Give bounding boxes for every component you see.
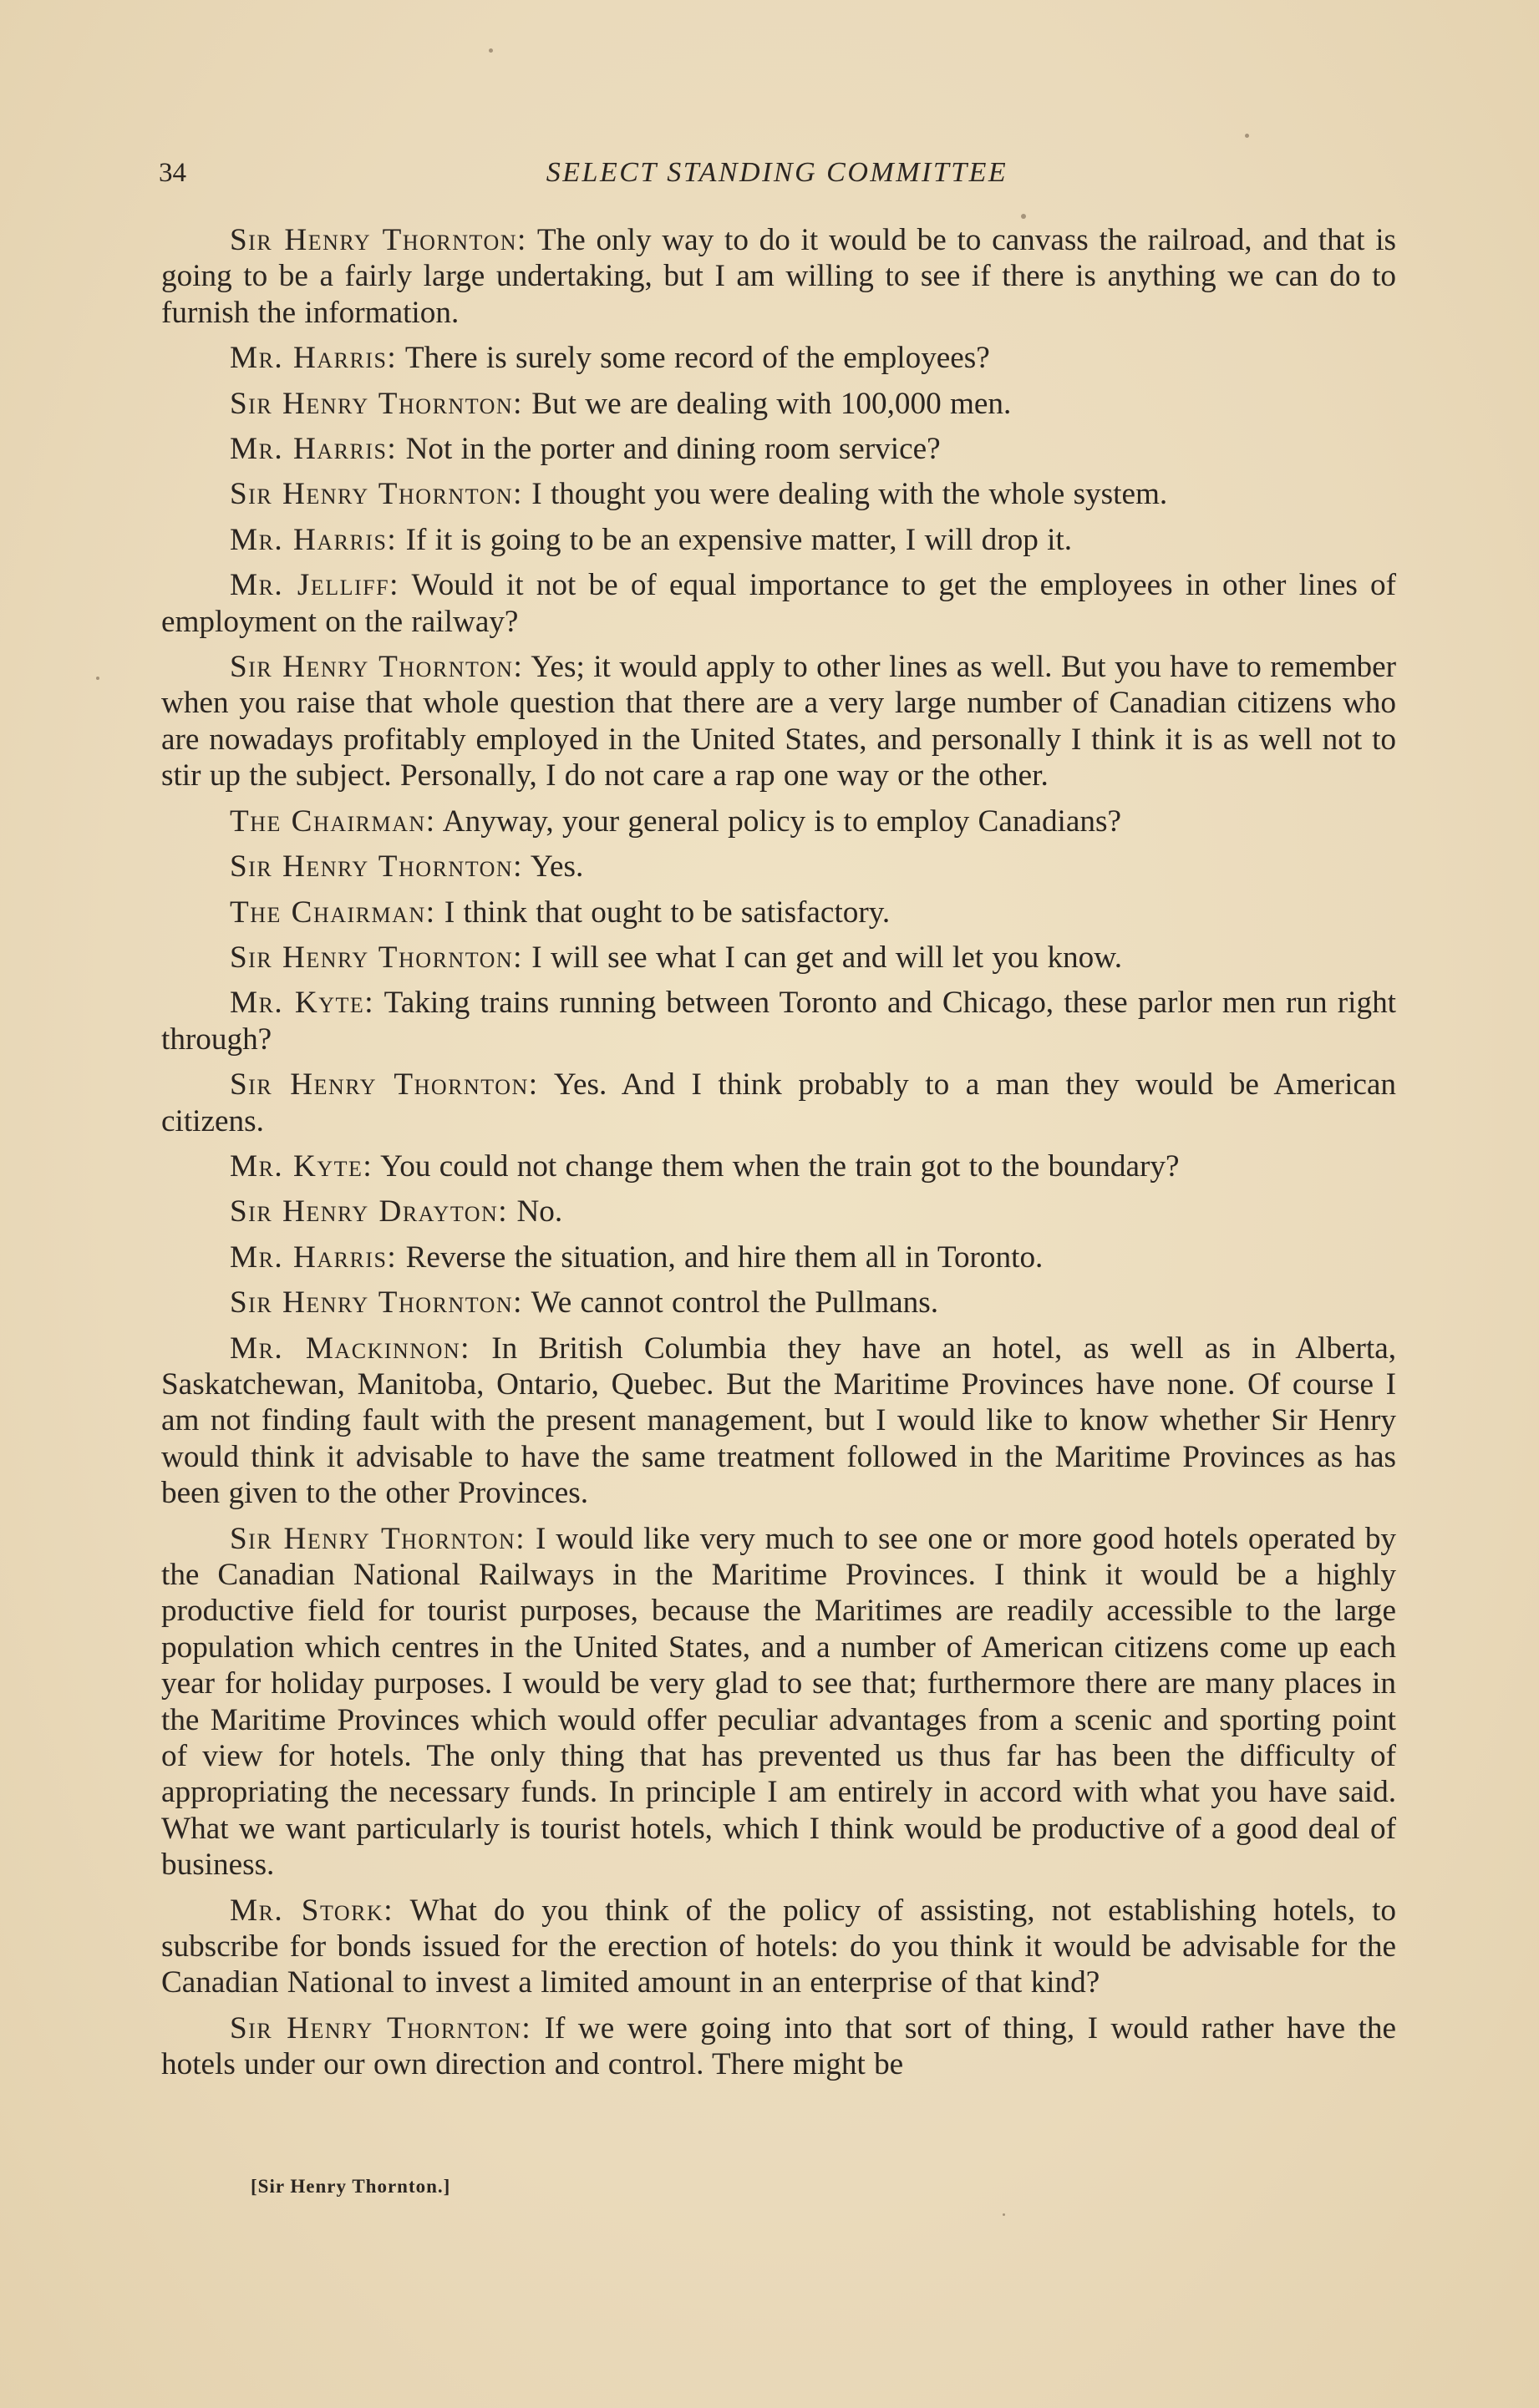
transcript-paragraph (161, 386, 1396, 422)
speech-text: Not in the porter and dining room service? (405, 432, 941, 467)
speech-text: But we are dealing with 100,000 men. (531, 386, 1012, 421)
transcript-paragraph (161, 985, 1396, 1057)
speech-text: The only way to do it would be to canvass the railroad, and that is going to be a fairly large undertaking, but I am willing to see if there is anything we can do to furnish the information. (161, 223, 1397, 330)
transcript-paragraph (161, 2010, 1396, 2083)
transcript-paragraph (161, 222, 1396, 331)
transcript-paragraph (161, 567, 1396, 640)
speaker-name: The Chairman: (230, 804, 436, 839)
speaker-name: Sir Henry Thornton: (230, 2010, 532, 2046)
speaker-name: Sir Henry Thornton: (230, 849, 523, 885)
transcript-paragraph (161, 1239, 1396, 1275)
transcript-paragraph (161, 849, 1396, 885)
transcript-paragraph (161, 1521, 1396, 1883)
speech-text: I think that ought to be satisfactory. (444, 895, 891, 930)
speaker-name: Sir Henry Thornton: (230, 386, 523, 421)
transcript-paragraph (161, 1285, 1396, 1321)
footer-speaker-note: [Sir Henry Thornton.] (251, 2176, 451, 2197)
speaker-name: Mr. Jelliff: (230, 568, 399, 603)
running-title: SELECT STANDING COMMITTEE (546, 157, 1008, 188)
speech-text: There is surely some record of the employees? (404, 341, 990, 376)
transcript-paragraph (161, 1194, 1396, 1229)
transcript-body (161, 222, 1396, 2092)
paper-fleck (1245, 134, 1249, 138)
speaker-name: Sir Henry Thornton: (230, 940, 523, 975)
speaker-name: Mr. Harris: (230, 341, 398, 376)
speech-text: Yes. (530, 849, 584, 885)
transcript-paragraph (161, 431, 1396, 467)
speaker-name: Mr. Harris: (230, 1239, 398, 1275)
page-number: 34 (159, 158, 186, 188)
speaker-name: Mr. Mackinnon: (230, 1331, 470, 1366)
speech-text: If it is going to be an expensive matter, I will drop it. (405, 522, 1073, 557)
speech-text: No. (516, 1194, 563, 1229)
speaker-name: Mr. Kyte: (230, 1148, 373, 1184)
speech-text: You could not change them when the train got to the boundary? (380, 1148, 1180, 1184)
speech-text: Anyway, your general policy is to employ Canadians? (442, 804, 1121, 839)
transcript-paragraph (161, 340, 1396, 376)
page-header (159, 152, 1395, 202)
speech-text: If we were going into that sort of thing, I would rather have the hotels under our own direction and control. There might be (161, 2010, 1397, 2082)
paper-fleck (1003, 2213, 1005, 2216)
paper-fleck (96, 677, 99, 680)
speaker-name: Sir Henry Drayton: (230, 1194, 509, 1229)
speech-text: We cannot control the Pullmans. (531, 1285, 939, 1321)
speaker-name: The Chairman: (230, 895, 436, 930)
transcript-paragraph (161, 522, 1396, 558)
speech-text: What do you think of the policy of assisting, not establishing hotels, to subscribe for bonds issued for the erection of hotels: do you think it would be advisable for the Canadian National to invest a limited amount in an enterprise of that kind? (161, 1893, 1396, 2000)
transcript-paragraph (161, 895, 1396, 930)
speaker-name: Mr. Stork: (230, 1893, 394, 1928)
speaker-name: Mr. Harris: (230, 522, 398, 557)
transcript-paragraph (161, 1067, 1396, 1139)
transcript-paragraph (161, 476, 1396, 512)
transcript-paragraph (161, 1893, 1396, 2001)
speaker-name: Sir Henry Thornton: (230, 477, 523, 512)
speaker-name: Sir Henry Thornton: (230, 1067, 539, 1103)
speech-text: Taking trains running between Toronto and Chicago, these parlor men run right through? (161, 986, 1397, 1057)
speaker-name: Sir Henry Thornton: (230, 650, 524, 685)
speaker-name: Mr. Kyte: (230, 986, 375, 1021)
speech-text: Yes. And I think probably to a man they would be American citizens. (161, 1067, 1397, 1138)
transcript-paragraph (161, 940, 1396, 976)
speaker-name: Mr. Harris: (230, 432, 398, 467)
speaker-name: Sir Henry Thornton: (230, 223, 527, 257)
transcript-paragraph (161, 1331, 1396, 1512)
paper-fleck (489, 48, 493, 53)
speech-text: Reverse the situation, and hire them all in Toronto. (405, 1239, 1044, 1275)
speech-text: In British Columbia they have an hotel, as well as in Alberta, Saskatchewan, Manitoba, Ontario, Quebec. But the Maritime Provinces have none. Of course I am not finding fault with the present management, but I would like to know whether Sir Henry would think it advisable to have the same treatment followed in the Maritime Provinces as has been given to the other Provinces. (161, 1331, 1397, 1511)
speech-text: I thought you were dealing with the whole system. (531, 477, 1168, 512)
speaker-name: Sir Henry Thornton: (230, 1521, 526, 1556)
paper-fleck (1021, 214, 1026, 219)
speech-text: I would like very much to see one or more good hotels operated by the Canadian National Railways in the Maritime Provinces. I think it would be a highly productive field for tourist purposes, because the Maritimes are readily accessible to the large population which centres in the United States, and a number of American citizens come up each year for holiday purposes. I would be very glad to see that; furthermore there are many places in the Maritime Provinces which would offer peculiar advantages from a scenic and sporting point of view for hotels. The only thing that has prevented us thus far has been the difficulty of appropriating the necessary funds. In principle I am entirely in accord with what you have said. What we want particularly is tourist hotels, which I think would be productive of a good deal of business. (161, 1521, 1397, 1883)
transcript-paragraph (161, 804, 1396, 839)
transcript-paragraph (161, 1148, 1396, 1184)
speaker-name: Sir Henry Thornton: (230, 1285, 523, 1321)
speech-text: Yes; it would apply to other lines as well. But you have to remember when you raise that whole question that there are a very large number of Canadian citizens who are nowadays profitably employed in the United States, and personally I think it is as well not to stir up the subject. Personally, I do not care a rap one way or the other. (161, 650, 1396, 793)
speech-text: Would it not be of equal importance to get the employees in other lines of employment on the railway? (161, 568, 1396, 639)
speech-text: I will see what I can get and will let you know. (531, 940, 1122, 975)
transcript-paragraph (161, 649, 1396, 794)
